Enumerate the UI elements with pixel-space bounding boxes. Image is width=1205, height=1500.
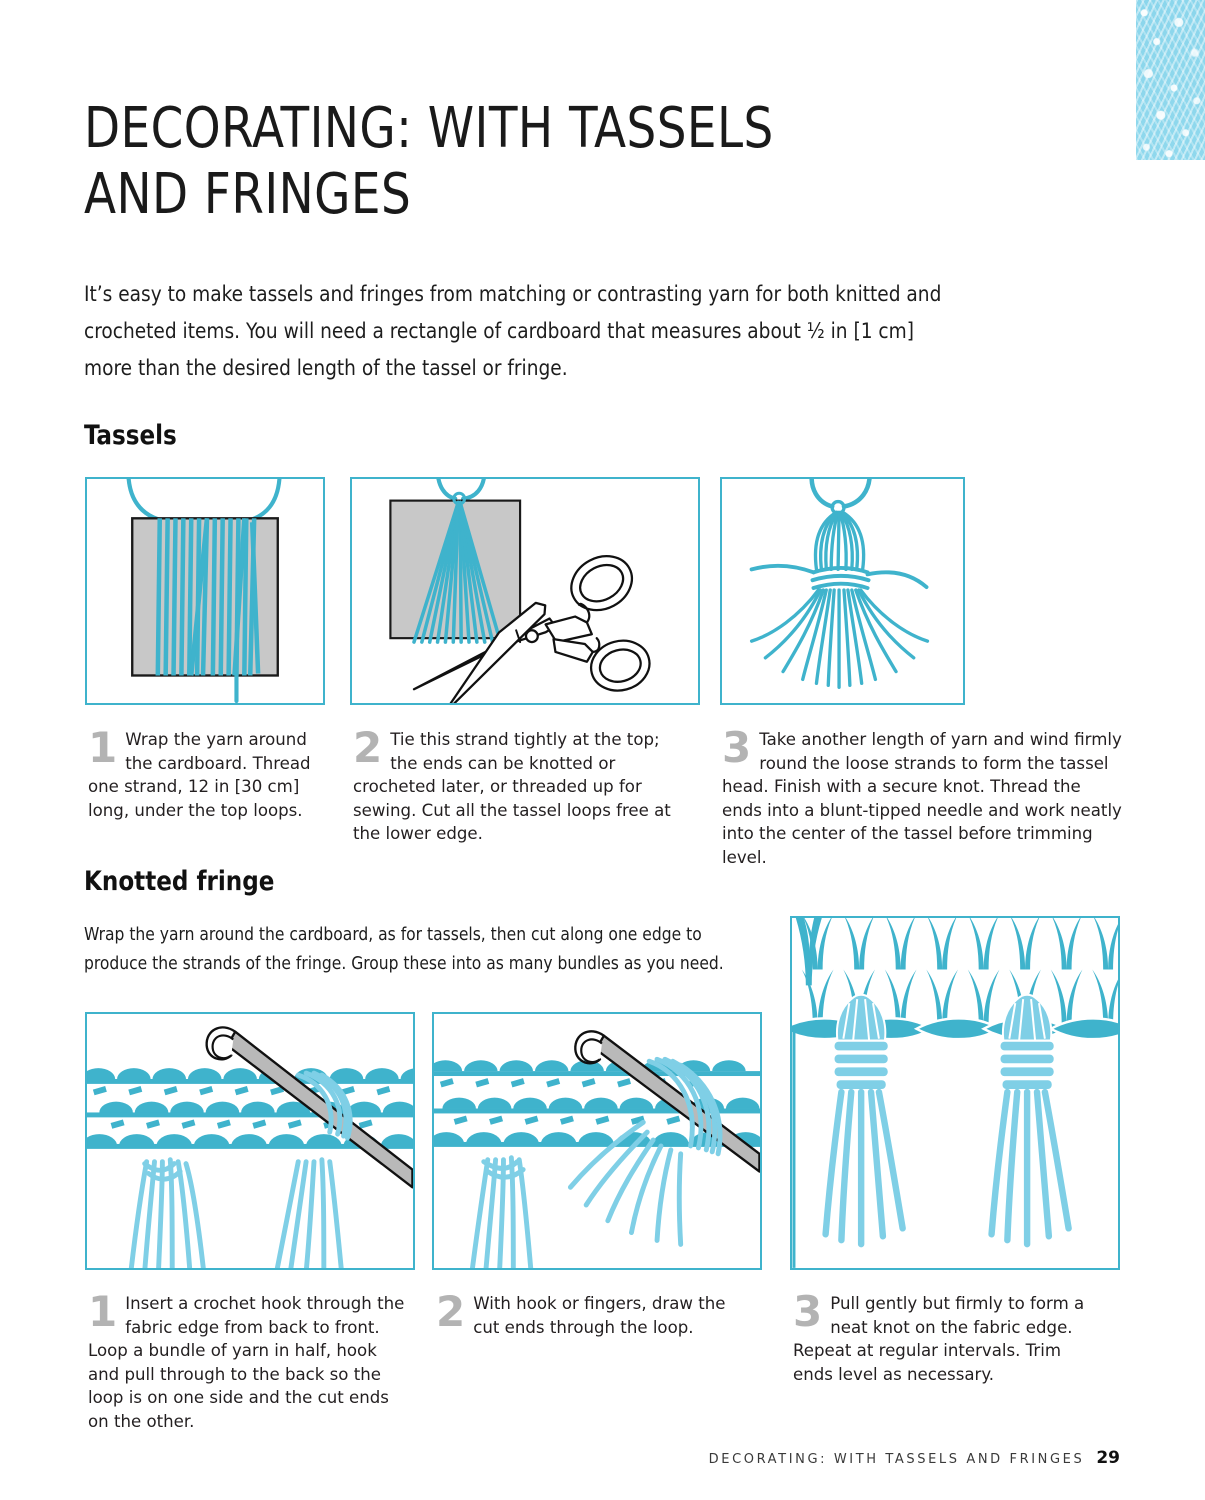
- step-number: 3: [793, 1287, 823, 1336]
- page-title: [84, 96, 940, 228]
- step-number: 1: [88, 1287, 118, 1336]
- figure-fringe-step-1: [85, 1012, 415, 1270]
- step-number: 2: [436, 1287, 466, 1336]
- page-number: 29: [1096, 1448, 1120, 1468]
- step-text: Tie this strand tightly at the top; the ends can be knotted or crocheted later, or threaded up for sewing. Cut all the tassel loops free at the lower edge.: [353, 730, 671, 844]
- figure-tassel-step-2: [350, 477, 700, 705]
- caption-tassel-step-3: [722, 723, 1122, 869]
- figure-tassel-step-3: [720, 477, 965, 705]
- section-heading-knotted-fringe: Knotted fringe: [84, 866, 275, 897]
- figure-fringe-step-3: [790, 916, 1120, 1270]
- step-text: Wrap the yarn around the cardboard. Thread one strand, 12 in [30 cm] long, under the top loops.: [88, 730, 311, 820]
- caption-tassel-step-1: [88, 723, 320, 822]
- caption-fringe-step-1: [88, 1287, 408, 1433]
- step-text: Pull gently but firmly to form a neat knot on the fabric edge. Repeat at regular intervals. Trim ends level as necessary.: [793, 1294, 1085, 1384]
- section-heading-tassels: Tassels: [84, 420, 177, 451]
- caption-tassel-step-2: [353, 723, 683, 846]
- figure-tassel-step-1: [85, 477, 325, 705]
- knotted-fringe-intro: Wrap the yarn around the cardboard, as for tassels, then cut along one edge to produce the strands of the fringe. Group these into as many bundles as you need.: [84, 924, 724, 975]
- step-number: 1: [88, 723, 118, 772]
- caption-fringe-step-3: [793, 1287, 1103, 1386]
- footer-title: DECORATING: WITH TASSELS AND FRINGES: [708, 1452, 1085, 1467]
- step-number: 2: [353, 723, 383, 772]
- page-title-line2: AND FRINGES: [84, 162, 412, 228]
- page-footer: [0, 1448, 1120, 1468]
- step-text: Insert a crochet hook through the fabric edge from back to front. Loop a bundle of yarn in half, hook and pull through to the back so the loop is on one side and the cut ends on the other.: [88, 1294, 405, 1431]
- step-text: Take another length of yarn and wind firmly round the loose strands to form the tassel head. Finish with a secure knot. Thread the ends into a blunt-tipped needle and work neatly into the center of the tassel before trimming level.: [722, 730, 1122, 867]
- page-title-line1: DECORATING: WITH TASSELS: [84, 96, 774, 161]
- fabric-swatch-tab: [1136, 0, 1205, 160]
- intro-paragraph: It’s easy to make tassels and fringes from matching or contrasting yarn for both knitted and crocheted items. You will need a rectangle of cardboard that measures about ½ in [1 cm] more than the desired length of the tassel or fringe.: [84, 282, 942, 381]
- figure-fringe-step-2: [432, 1012, 762, 1270]
- caption-fringe-step-2: [436, 1287, 746, 1339]
- step-number: 3: [722, 723, 752, 772]
- step-text: With hook or fingers, draw the cut ends through the loop.: [473, 1294, 726, 1337]
